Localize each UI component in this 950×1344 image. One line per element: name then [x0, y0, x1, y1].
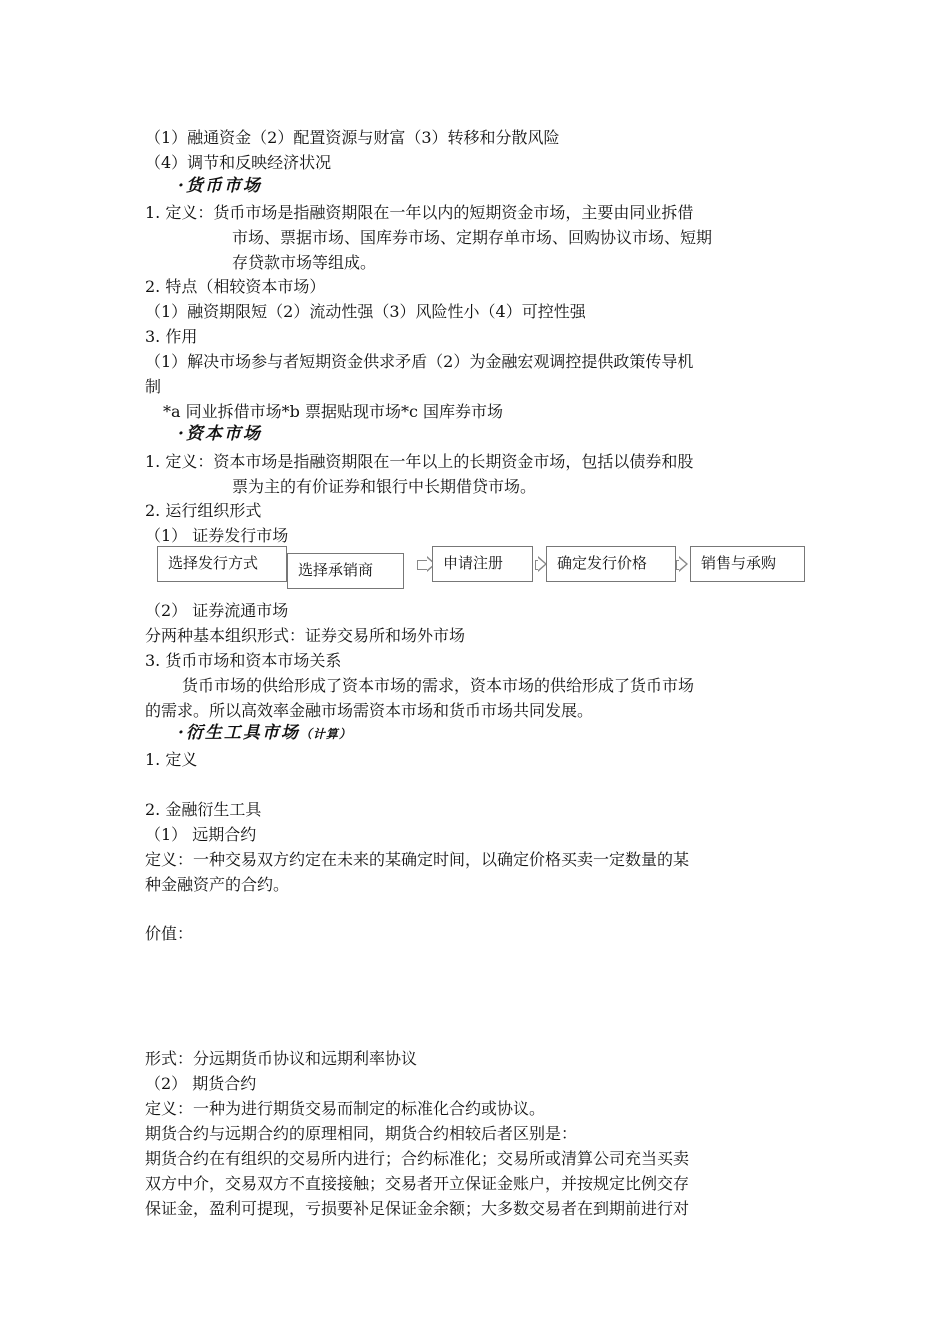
- text-line: （1）融资期限短（2）流动性强（3）风险性小（4）可控性强: [145, 302, 586, 321]
- text-line: （2） 证券流通市场: [145, 601, 289, 620]
- text-line: 价值：: [145, 924, 194, 943]
- text-line: （1）融通资金（2）配置资源与财富（3）转移和分散风险: [145, 128, 560, 147]
- text-line: 2. 金融衍生工具: [145, 800, 262, 819]
- flow-arrow-icon: [679, 556, 688, 572]
- text-line: 的需求。所以高效率金融市场需资本市场和货币市场共同发展。: [145, 701, 594, 720]
- text-line: 期货合约与远期合约的原理相同，期货合约相较后者区别是：: [145, 1124, 578, 1143]
- text-line: 制: [145, 377, 162, 396]
- text-line: 票为主的有价证券和银行中长期借贷市场。: [232, 477, 537, 496]
- text-line: 1. 定义：资本市场是指融资期限在一年以上的长期资金市场，包括以债券和股: [145, 452, 694, 471]
- text-line: 货币市场的供给形成了资本市场的需求，资本市场的供给形成了货币市场: [182, 676, 695, 695]
- text-line: （4）调节和反映经济状况: [145, 153, 332, 172]
- text-line: 3. 作用: [145, 327, 198, 346]
- text-line: （1） 远期合约: [145, 825, 257, 844]
- text-line: （1） 证券发行市场: [145, 526, 289, 545]
- section-heading-capital-market: ·资本市场: [178, 424, 262, 444]
- text-line: *a 同业拆借市场*b 票据贴现市场*c 国库券市场: [163, 402, 504, 421]
- flow-step-box: 选择发行方式: [157, 546, 287, 582]
- section-heading-derivatives-market: [178, 721, 352, 746]
- text-line: （1）解决市场参与者短期资金供求矛盾（2）为金融宏观调控提供政策传导机: [145, 352, 694, 371]
- text-line: 1. 定义: [145, 750, 198, 769]
- flow-step-box: 销售与承购: [690, 546, 805, 582]
- text-line: （2） 期货合约: [145, 1074, 257, 1093]
- text-line: 市场、票据市场、国库券市场、定期存单市场、回购协议市场、短期: [232, 228, 713, 247]
- flow-step-box: 申请注册: [432, 546, 533, 582]
- text-line: 定义：一种为进行期货交易而制定的标准化合约或协议。: [145, 1099, 546, 1118]
- text-line: 期货合约在有组织的交易所内进行；合约标准化；交易所或清算公司充当买卖: [145, 1149, 690, 1168]
- text-line: 形式：分远期货币协议和远期利率协议: [145, 1049, 418, 1068]
- flow-step-box: 确定发行价格: [546, 546, 676, 582]
- text-line: 保证金，盈利可提现，亏损要补足保证金余额；大多数交易者在到期前进行对: [145, 1199, 690, 1218]
- text-line: 存贷款市场等组成。: [232, 253, 377, 272]
- text-line: 种金融资产的合约。: [145, 875, 290, 894]
- heading-text: ·衍生工具市场: [178, 723, 300, 743]
- flow-step-box: 选择承销商: [287, 553, 404, 589]
- text-line: 1. 定义：货币市场是指融资期限在一年以内的短期资金市场，主要由同业拆借: [145, 203, 694, 222]
- text-line: 双方中介，交易双方不直接接触；交易者开立保证金账户，并按规定比例交存: [145, 1174, 690, 1193]
- text-line: 定义：一种交易双方约定在未来的某确定时间，以确定价格买卖一定数量的某: [145, 850, 690, 869]
- section-heading-money-market: ·货币市场: [178, 176, 262, 196]
- text-line: 2. 运行组织形式: [145, 501, 262, 520]
- text-line: 分两种基本组织形式：证券交易所和场外市场: [145, 626, 466, 645]
- text-line: 3. 货币市场和资本市场关系: [145, 651, 342, 670]
- heading-note: （计算）: [299, 727, 352, 741]
- text-line: 2. 特点（相较资本市场）: [145, 277, 326, 296]
